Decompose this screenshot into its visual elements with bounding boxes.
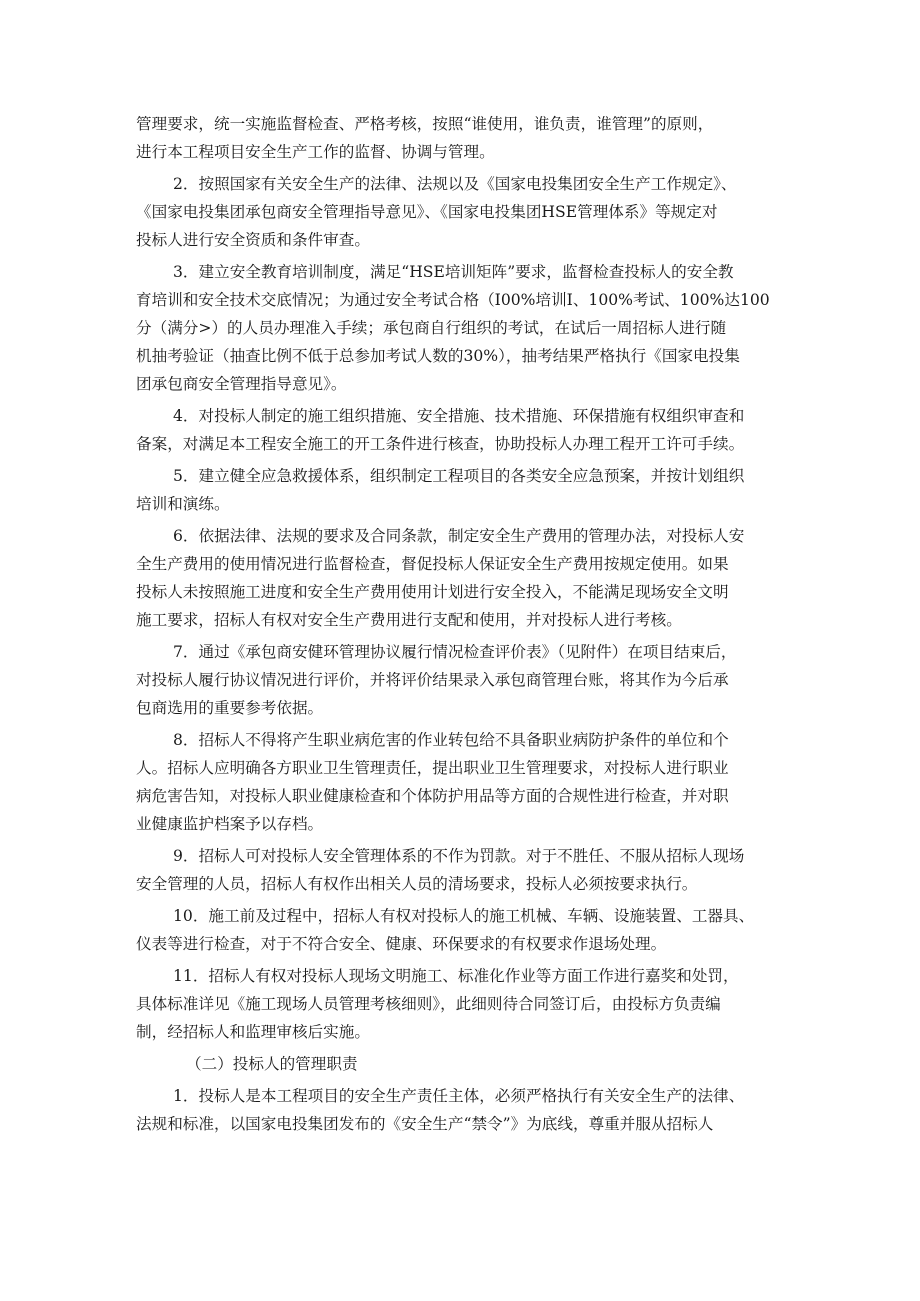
text-line: 病危害告知，对投标人职业健康检查和个体防护用品等方面的合规性进行检查，并对职 [136, 787, 729, 805]
text-line: 管理要求，统一实施监督检查、严格考核，按照“谁使用，谁负责，谁管理”的原则， [136, 115, 714, 133]
text-line: 制，经招标人和监理审核后实施。 [136, 1023, 370, 1041]
text-line: 具体标准详见《施工现场人员管理考核细则》，此细则待合同签订后，由投标方负责编 [136, 995, 721, 1013]
text-line: 业健康监护档案予以存档。 [136, 815, 324, 833]
text-line: 投标人未按照施工进度和安全生产费用使用计划进行安全投入，不能满足现场安全文明 [136, 583, 729, 601]
text-line: 全生产费用的使用情况进行监督检查，督促投标人保证安全生产费用按规定使用。如果 [136, 555, 729, 573]
paragraph-9-line: 9．招标人可对投标人安全管理体系的不作为罚款。对于不胜任、不服从招标人现场 [173, 847, 745, 865]
paragraph-7-line: 7．通过《承包商安健环管理协议履行情况检查评价表》（见附件）在项目结束后， [173, 643, 737, 661]
text-line: 培训和演练。 [136, 495, 230, 513]
paragraph-2-line: 2．按照国家有关安全生产的法律、法规以及《国家电投集团安全生产工作规定》、 [173, 175, 737, 193]
text-line: 人。招标人应明确各方职业卫生管理责任，提出职业卫生管理要求，对投标人进行职业 [136, 759, 729, 777]
text-line: 法规和标准，以国家电投集团发布的《安全生产“禁令”》为底线，尊重并服从招标人 [136, 1115, 714, 1133]
text-line: 分（满分>）的人员办理准入手续；承包商自行组织的考试，在试后一周招标人进行随 [136, 319, 727, 337]
text-line: 包商选用的重要参考依据。 [136, 699, 324, 717]
paragraph-11-line: 11．招标人有权对投标人现场文明施工、标准化作业等方面工作进行嘉奖和处罚， [173, 967, 739, 985]
text-line: 备案，对满足本工程安全施工的开工条件进行核查，协助投标人办理工程开工许可手续。 [136, 435, 745, 453]
text-line: 施工要求，招标人有权对安全生产费用进行支配和使用，并对投标人进行考核。 [136, 611, 682, 629]
text-line: 对投标人履行协议情况进行评价，并将评价结果录入承包商管理台账，将其作为今后承 [136, 671, 729, 689]
paragraph-3-line: 3．建立安全教育培训制度，满足“HSE培训矩阵”要求，监督检查投标人的安全教 [173, 263, 734, 281]
paragraph-8-line: 8．招标人不得将产生职业病危害的作业转包给不具备职业病防护条件的单位和个 [173, 731, 729, 749]
text-line: 安全管理的人员，招标人有权作出相关人员的清场要求，投标人必须按要求执行。 [136, 875, 698, 893]
text-line: 《国家电投集团承包商安全管理指导意见》、《国家电投集团HSE管理体系》等规定对 [136, 203, 718, 221]
text-line: 投标人进行安全资质和条件审查。 [136, 231, 370, 249]
text-line: 进行本工程项目安全生产工作的监督、协调与管理。 [136, 143, 495, 161]
paragraph-6-line: 6．依据法律、法规的要求及合同条款，制定安全生产费用的管理办法，对投标人安 [173, 527, 745, 545]
section-heading: （二）投标人的管理职责 [186, 1055, 358, 1073]
text-line: 仪表等进行检查，对于不符合安全、健康、环保要求的有权要求作退场处理。 [136, 935, 667, 953]
paragraph-10-line: 10．施工前及过程中，招标人有权对投标人的施工机械、车辆、设施装置、工器具、 [173, 907, 755, 925]
text-line: 育培训和安全技术交底情况；为通过安全考试合格（I00%培训I、100%考试、100%达100 [136, 291, 770, 309]
paragraph-4-line: 4．对投标人制定的施工组织措施、安全措施、技术措施、环保措施有权组织审查和 [173, 407, 745, 425]
paragraph-b1-line: 1．投标人是本工程项目的安全生产责任主体，必须严格执行有关安全生产的法律、 [173, 1087, 745, 1105]
paragraph-5-line: 5．建立健全应急救援体系，组织制定工程项目的各类安全应急预案，并按计划组织 [173, 467, 745, 485]
text-line: 团承包商安全管理指导意见》。 [136, 375, 347, 393]
text-line: 机抽考验证（抽查比例不低于总参加考试人数的30%），抽考结果严格执行《国家电投集 [136, 347, 740, 365]
